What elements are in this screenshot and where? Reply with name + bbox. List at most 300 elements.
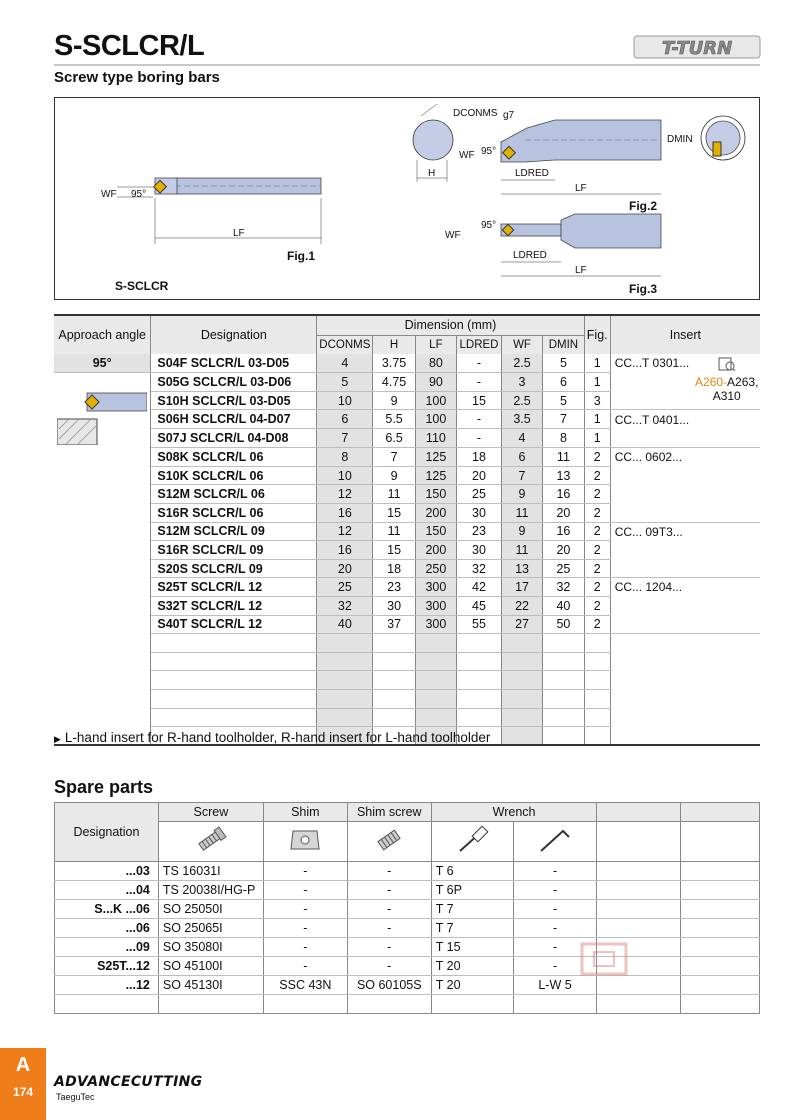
table-row [54,559,760,578]
ldred-cell [457,708,502,727]
wf-cell: 6 [501,448,542,467]
insert-cell [610,708,760,727]
wf-cell: 2.5 [501,354,542,373]
table-row [54,354,760,373]
wrench1-cell: T 7 [431,919,513,938]
designation-cell: S04F SCLCR/L 03-D05 [151,354,317,373]
fig1-label: Fig.1 [287,249,316,263]
ldred-cell: 25 [457,485,502,504]
empty-cell [681,976,760,995]
dconms-cell [317,652,373,671]
designation-cell: ...06 [55,919,159,938]
shim-screw-icon [369,825,409,855]
lf-cell: 90 [415,372,456,391]
lf-cell: 300 [415,615,456,634]
h-cell: 11 [373,522,415,541]
fig-cell: 1 [584,372,610,391]
ldred-cell: 23 [457,522,502,541]
header-dmin: DMIN [543,335,585,354]
shim-cell [263,995,347,1014]
fig-cell [584,652,610,671]
h-cell: 15 [373,541,415,560]
spare-row [55,919,760,938]
watermark-logo [540,940,670,1010]
insert-cell [610,652,760,671]
figure-panel [54,97,760,300]
designation-cell: ...12 [55,976,159,995]
page-number: 174 [12,1085,34,1099]
ldred-cell [457,652,502,671]
fig2-dconms: DCONMS [453,108,498,119]
fig-cell [584,671,610,690]
h-cell: 11 [373,485,415,504]
insert-ref-a[interactable]: A260- [695,374,728,389]
shim-cell: SSC 43N [263,976,347,995]
wf-cell [501,652,542,671]
designation-cell [151,708,317,727]
empty-cell [597,919,681,938]
designation-cell: S32T SCLCR/L 12 [151,596,317,615]
ldred-cell: 32 [457,559,502,578]
dconms-cell: 8 [317,448,373,467]
wf-cell [501,671,542,690]
header-wf: WF [501,335,542,354]
fig2-label: Fig.2 [629,199,658,213]
designation-cell: S...K ...06 [55,900,159,919]
fig2-dconms-sub: g7 [503,110,515,121]
screw-cell: TS 16031I [158,862,263,881]
fig-cell: 2 [584,541,610,560]
designation-cell [151,652,317,671]
insert-catalog-icon [718,356,736,372]
dconms-cell: 32 [317,596,373,615]
fig-cell: 1 [584,429,610,448]
insert-cell [610,559,760,578]
screw-image-cell [158,822,263,862]
designation-cell: S10H SCLCR/L 03-D05 [151,391,317,410]
lf-cell: 300 [415,596,456,615]
table-row [54,522,760,541]
spare-header-shim: Shim [263,803,347,822]
fig1-drawing [101,178,321,263]
designation-cell: ...09 [55,938,159,957]
screw-icon [191,825,231,855]
dmin-cell: 6 [543,372,585,391]
fig-cell: 2 [584,466,610,485]
lf-cell: 80 [415,354,456,373]
insert-ref-mid[interactable]: A263, [727,374,759,389]
lf-cell [415,671,456,690]
table-row [54,503,760,522]
designation-cell: S20S SCLCR/L 09 [151,559,317,578]
spare-header-designation: Designation [55,803,159,862]
ldred-cell: 42 [457,578,502,597]
brand-sub: TaeguTec [56,1092,95,1102]
fig2-drawing [413,104,745,213]
insert-type: CC... 09T3... [614,524,683,539]
dconms-cell: 10 [317,466,373,485]
section-letter: A [15,1054,31,1076]
empty-cell [681,938,760,957]
designation-cell: S06H SCLCR/L 04-D07 [151,410,317,429]
screw-cell [158,995,263,1014]
wf-cell: 9 [501,522,542,541]
fig3-label: Fig.3 [629,282,658,296]
lf-cell: 125 [415,466,456,485]
fig-cell [584,634,610,653]
h-cell: 5.5 [373,410,415,429]
table-row [54,485,760,504]
fig1-angle: 95° [131,189,147,200]
fig2-h: H [428,168,436,179]
table-row [54,372,760,391]
approach-angle-icon [57,373,147,445]
fig-cell: 3 [584,391,610,410]
fig2-dmin: DMIN [667,134,693,145]
empty-cell [681,995,760,1014]
dmin-cell: 32 [543,578,585,597]
wf-cell: 3 [501,372,542,391]
h-cell: 30 [373,596,415,615]
dmin-cell [543,634,585,653]
fig3-wf: WF [445,230,461,241]
lf-cell: 250 [415,559,456,578]
insert-cell [610,634,760,653]
fig2-wf: WF [459,150,475,161]
shim-icon [285,825,325,855]
wrench1-cell: T 20 [431,976,513,995]
h-cell [373,689,415,708]
dconms-cell: 40 [317,615,373,634]
insert-cell [610,503,760,522]
ldred-cell: 18 [457,448,502,467]
shim_screw-cell: - [347,938,431,957]
h-cell: 7 [373,448,415,467]
fig-cell: 2 [584,615,610,634]
wrench2-cell: - [513,938,597,957]
boring-bar-table [54,314,760,746]
table-row [54,391,760,410]
h-cell: 37 [373,615,415,634]
fig3-lf: LF [575,265,587,276]
table-row [54,652,760,671]
h-cell [373,634,415,653]
shim_screw-cell: - [347,900,431,919]
shim-image-cell [263,822,347,862]
fig2-lf: LF [575,183,587,194]
wrench2-cell: - [513,957,597,976]
fig-cell [584,708,610,727]
table-row [54,671,760,690]
ldred-cell: 55 [457,615,502,634]
shim-cell: - [263,862,347,881]
wrench1-cell: T 6P [431,881,513,900]
fig-cell: 2 [584,448,610,467]
wrench1-cell: T 20 [431,957,513,976]
table-row [54,596,760,615]
insert-type: CC...T 0401... [614,412,690,427]
fig3-drawing [445,214,661,296]
insert-type: CC... 0602... [614,450,683,465]
dconms-cell [317,634,373,653]
screw-cell: SO 45130I [158,976,263,995]
dconms-cell: 6 [317,410,373,429]
fig2-angle: 95° [481,146,497,157]
designation-cell: S12M SCLCR/L 09 [151,522,317,541]
dconms-cell: 12 [317,485,373,504]
table-row [54,689,760,708]
designation-cell [151,671,317,690]
empty-cell [681,862,760,881]
insert-cell [610,578,760,597]
shim-cell: - [263,900,347,919]
h-cell [373,708,415,727]
insert-cell [610,410,760,429]
lf-cell: 110 [415,429,456,448]
wf-cell: 13 [501,559,542,578]
dmin-cell [543,708,585,727]
designation-cell [151,634,317,653]
screw-cell: SO 25065I [158,919,263,938]
spare-header-shim-screw: Shim screw [347,803,431,822]
fig3-ldred: LDRED [513,250,547,261]
lf-cell: 200 [415,503,456,522]
header-lf: LF [415,335,456,354]
insert-page-reference[interactable] [691,356,763,403]
dconms-cell [317,689,373,708]
dmin-cell: 20 [543,541,585,560]
dconms-cell: 20 [317,559,373,578]
logo-text: T-TURN [661,38,733,59]
ldred-cell: - [457,354,502,373]
page-subtitle: Screw type boring bars [54,69,220,86]
ldred-cell: - [457,429,502,448]
header-dimension: Dimension (mm) [317,315,584,335]
insert-cell [610,596,760,615]
wrench2-cell: - [513,881,597,900]
dconms-cell: 4 [317,354,373,373]
insert-ref-last[interactable]: A310 [712,388,741,403]
approach-diagram-cell [54,372,151,448]
ldred-cell: 45 [457,596,502,615]
h-cell: 9 [373,391,415,410]
wf-cell [501,708,542,727]
wf-cell [501,634,542,653]
insert-cell [610,727,760,746]
table-row [54,615,760,634]
insert-cell [610,522,760,541]
table-row [54,429,760,448]
lf-cell: 150 [415,485,456,504]
wf-cell [501,689,542,708]
wrench2-cell: L-W 5 [513,976,597,995]
wrench1-cell: T 15 [431,938,513,957]
lf-cell: 150 [415,522,456,541]
shim-cell: - [263,957,347,976]
header-approach-angle: Approach angle [54,315,151,354]
ldred-cell: 30 [457,541,502,560]
header-dconms: DCONMS [317,335,373,354]
wrench1-cell: T 6 [431,862,513,881]
designation-cell: S16R SCLCR/L 09 [151,541,317,560]
brand-logo: ADVANCECUTTING [54,1074,203,1090]
insert-cell [610,429,760,448]
designation-cell: S08K SCLCR/L 06 [151,448,317,467]
header-ldred: LDRED [457,335,502,354]
dmin-cell: 16 [543,522,585,541]
page-title: S-SCLCR/L [54,30,205,62]
h-cell: 18 [373,559,415,578]
approach-angle: 95° [54,354,151,373]
ldred-cell: 20 [457,466,502,485]
fig-cell: 2 [584,503,610,522]
designation-cell: S25T SCLCR/L 12 [151,578,317,597]
dconms-cell: 16 [317,503,373,522]
designation-cell [55,995,159,1014]
dconms-cell [317,671,373,690]
table-row [54,578,760,597]
designation-cell: S25T...12 [55,957,159,976]
header-insert: Insert [610,315,760,354]
dconms-cell: 5 [317,372,373,391]
empty-cell [681,881,760,900]
shim-screw-image-cell [347,822,431,862]
ldred-cell [457,689,502,708]
wrench1-cell [431,995,513,1014]
hand-note [54,730,490,745]
designation-cell: S40T SCLCR/L 12 [151,615,317,634]
lf-cell [415,634,456,653]
dmin-cell: 50 [543,615,585,634]
spare-header-empty-2 [681,803,760,822]
ldred-cell: 15 [457,391,502,410]
spare-header-screw: Screw [158,803,263,822]
fig3-angle: 95° [481,220,497,231]
empty-cell [597,881,681,900]
dconms-cell: 7 [317,429,373,448]
fig-cell: 2 [584,578,610,597]
h-cell: 4.75 [373,372,415,391]
lf-cell: 300 [415,578,456,597]
dmin-cell: 7 [543,410,585,429]
empty-cell [681,919,760,938]
dconms-cell: 10 [317,391,373,410]
shim-cell: - [263,938,347,957]
fig-cell: 1 [584,354,610,373]
spare-parts-title: Spare parts [54,777,154,797]
insert-cell [610,671,760,690]
bullet-triangle-icon: ▶ [54,734,61,744]
wf-cell: 3.5 [501,410,542,429]
designation-cell: S10K SCLCR/L 06 [151,466,317,485]
insert-cell [610,466,760,485]
h-cell: 23 [373,578,415,597]
fig-cell: 2 [584,559,610,578]
insert-cell [610,485,760,504]
h-cell: 9 [373,466,415,485]
fig1-lf: LF [233,228,245,239]
wf-cell: 17 [501,578,542,597]
dmin-cell: 25 [543,559,585,578]
wf-cell: 9 [501,485,542,504]
shim_screw-cell: - [347,881,431,900]
screw-cell: SO 25050I [158,900,263,919]
empty-cell [597,900,681,919]
designation-cell: S12M SCLCR/L 06 [151,485,317,504]
designation-cell: S07J SCLCR/L 04-D08 [151,429,317,448]
insert-cell [610,448,760,467]
dmin-cell: 5 [543,391,585,410]
designation-cell: ...04 [55,881,159,900]
lf-cell: 125 [415,448,456,467]
spare-header-wrench: Wrench [431,803,597,822]
shim_screw-cell: - [347,919,431,938]
spare-row [55,900,760,919]
h-cell: 6.5 [373,429,415,448]
h-cell: 15 [373,503,415,522]
figure-caption: S-SCLCR [115,279,169,293]
dmin-cell [543,727,585,746]
spare-row [55,862,760,881]
wf-cell: 27 [501,615,542,634]
lf-cell: 100 [415,391,456,410]
h-cell: 3.75 [373,354,415,373]
insert-type: CC... 1204... [614,580,683,595]
spare-header-empty-1 [597,803,681,822]
ldred-cell [457,671,502,690]
wf-cell: 11 [501,503,542,522]
shim-cell: - [263,919,347,938]
fig1-wf: WF [101,189,117,200]
h-cell [373,671,415,690]
wf-cell: 4 [501,429,542,448]
dmin-cell: 5 [543,354,585,373]
spare-empty-img-2 [681,822,760,862]
insert-cell [610,689,760,708]
ldred-cell: 30 [457,503,502,522]
wrench2-cell: - [513,900,597,919]
spare-empty-img-1 [597,822,681,862]
shim_screw-cell [347,995,431,1014]
insert-type: CC...T 0301... [614,355,690,370]
wrench2-cell: - [513,862,597,881]
insert-cell [610,541,760,560]
page-tab [0,1048,46,1120]
empty-cell [681,957,760,976]
fig2-ldred: LDRED [515,168,549,179]
table-row [54,466,760,485]
wf-cell: 7 [501,466,542,485]
designation-cell: ...03 [55,862,159,881]
fig-cell [584,689,610,708]
wf-cell: 11 [501,541,542,560]
l-wrench-image-cell [513,822,597,862]
empty-cell [681,900,760,919]
lf-cell [415,689,456,708]
shim_screw-cell: - [347,957,431,976]
insert-cell [610,615,760,634]
h-cell [373,652,415,671]
wf-cell: 2.5 [501,391,542,410]
shim-cell: - [263,881,347,900]
designation-cell: S16R SCLCR/L 06 [151,503,317,522]
dconms-cell: 16 [317,541,373,560]
dmin-cell: 40 [543,596,585,615]
dmin-cell [543,671,585,690]
lf-cell: 200 [415,541,456,560]
fig-cell: 2 [584,596,610,615]
spare-row [55,881,760,900]
